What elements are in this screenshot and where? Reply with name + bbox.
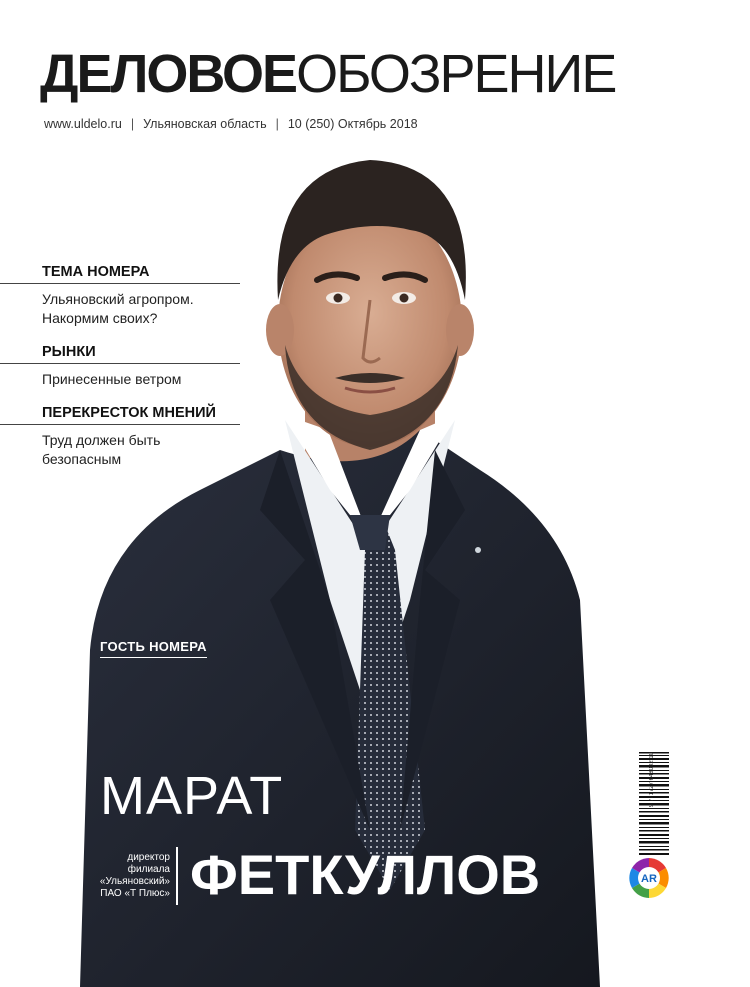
toc-line: Накормим своих?	[42, 310, 158, 326]
toc-heading: ТЕМА НОМЕРА	[0, 260, 240, 284]
title-light: ОБОЗРЕНИЕ	[296, 44, 616, 104]
website: www.uldelo.ru	[44, 117, 122, 131]
toc-line: Труд должен быть	[42, 432, 161, 448]
toc-section-feature	[0, 260, 240, 328]
magazine-title	[40, 44, 615, 104]
separator: |	[130, 117, 135, 131]
role-line: «Ульяновский»	[99, 876, 170, 887]
table-of-contents	[0, 260, 240, 481]
role-line: ПАО «Т Плюс»	[100, 888, 170, 899]
guest-last-name: ФЕТКУЛЛОВ	[190, 843, 541, 906]
toc-line: безопасным	[42, 451, 122, 467]
toc-item	[0, 364, 242, 389]
ar-badge-icon	[628, 857, 670, 899]
guest-label: ГОСТЬ НОМЕРА	[100, 639, 207, 658]
toc-item	[0, 284, 242, 328]
role-line: директор	[127, 852, 170, 863]
toc-heading: ПЕРЕКРЕСТОК МНЕНИЙ	[0, 401, 240, 425]
toc-heading: РЫНКИ	[0, 340, 240, 364]
lapel-pin	[475, 547, 481, 553]
ar-badge-label: AR	[641, 873, 657, 885]
issue-info: 10 (250) Октябрь 2018	[287, 117, 418, 131]
separator: |	[275, 117, 279, 131]
masthead-meta	[44, 117, 418, 131]
name-divider	[176, 847, 178, 905]
guest-role	[80, 852, 170, 900]
role-line: филиала	[127, 864, 170, 875]
toc-item	[0, 425, 242, 469]
toc-line: Ульяновский агропром.	[42, 291, 194, 307]
toc-line: Принесенные ветром	[42, 371, 182, 387]
region: Ульяновская область	[143, 117, 267, 131]
barcode-digits: 9 771727 648002 10	[649, 752, 655, 808]
title-bold: ДЕЛОВОЕ	[40, 44, 297, 104]
toc-section-markets	[0, 340, 240, 389]
guest-first-name: МАРАТ	[100, 766, 284, 826]
toc-section-opinions	[0, 401, 240, 469]
